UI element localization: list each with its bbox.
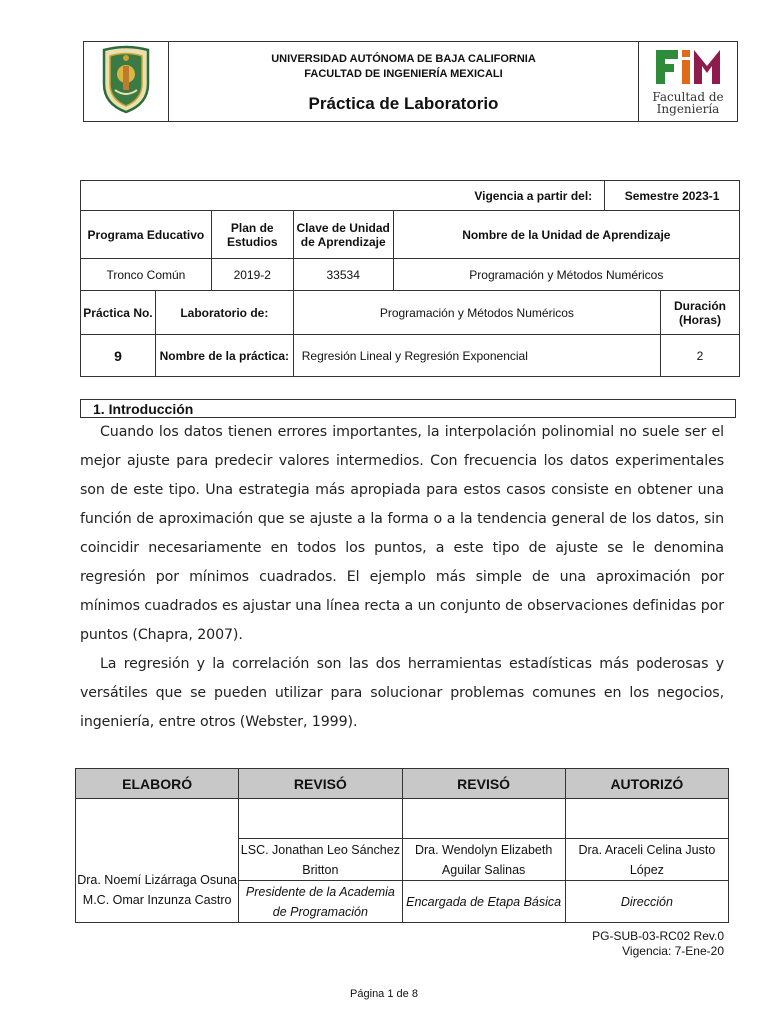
faculty-name: FACULTAD DE INGENIERÍA MEXICALI: [304, 67, 503, 80]
page-number: Página 1 de 8: [350, 988, 418, 1000]
lab-value: Programación y Métodos Numéricos: [293, 291, 660, 335]
header-autorizo: AUTORIZÓ: [565, 769, 728, 799]
reviso-2-role: Encargada de Etapa Básica: [402, 881, 565, 923]
signature-space-reviso-1: [239, 799, 402, 839]
signature-table: [75, 768, 729, 923]
validity-value: Semestre 2023-1: [605, 181, 740, 211]
fim-logo-text-2: Ingeniería: [656, 102, 720, 116]
reviso-2-name: Dra. Wendolyn Elizabeth Aguilar Salinas: [402, 839, 565, 881]
fim-logo-text-1: Facultad de: [652, 90, 724, 104]
autorizo-name: Dra. Araceli Celina Justo López: [565, 839, 728, 881]
intro-paragraph-1: Cuando los datos tienen errores importantes, la interpolación polinomial no suele ser el mejor ajuste para predecir valores intermedios. Con frecuencia los datos experimentales son de este tipo. Una estrategia más apropiada para estos casos consiste en obtener una función de aproximación que se ajuste a la forma o a la tendencia general de los datos, sin coincidir necesariamente en todos los puntos, a este tipo de ajuste se le denomina regresión por mínimos cuadrados. El ejemplo más simple de una aproximación por mínimos cuadrados es ajustar una línea recta a un conjunto de observaciones definidas por puntos (Chapra, 2007).: [80, 424, 724, 643]
reviso-1-role: Presidente de la Academia de Programación: [239, 881, 402, 923]
duration-label: Duración (Horas): [661, 291, 740, 335]
lab-label: Laboratorio de:: [155, 291, 293, 335]
col-plan-header: Plan de Estudios: [211, 211, 293, 259]
practice-no-value: 9: [81, 335, 156, 377]
intro-paragraph-2: La regresión y la correlación son las dos herramientas estadísticas más poderosas y versátiles que se pueden utilizar para solucionar problemas comunes en los negocios, ingeniería, entre otros (Webster, 1999).: [80, 656, 724, 730]
university-name: UNIVERSIDAD AUTÓNOMA DE BAJA CALIFORNIA: [271, 52, 536, 65]
validity-label: Vigencia a partir del:: [81, 181, 605, 211]
autorizo-role: Dirección: [565, 881, 728, 923]
col-key-header: Clave de Unidad de Aprendizaje: [293, 211, 393, 259]
practice-no-label: Práctica No.: [81, 291, 156, 335]
header-elaboro: ELABORÓ: [76, 769, 239, 799]
program-value: Tronco Común: [81, 259, 212, 291]
document-code-rev: PG-SUB-03-RC02 Rev.0: [592, 929, 724, 943]
uabc-shield-logo: [100, 44, 152, 114]
page-title: Práctica de Laboratorio: [308, 93, 499, 113]
practice-name-value: Regresión Lineal y Regresión Exponencial: [293, 335, 660, 377]
signature-space-reviso-2: [402, 799, 565, 839]
plan-value: 2019-2: [211, 259, 293, 291]
key-value: 33534: [293, 259, 393, 291]
elaboro-name-1: Dra. Noemí Lizárraga Osuna: [77, 873, 238, 887]
col-name-header: Nombre de la Unidad de Aprendizaje: [393, 211, 739, 259]
duration-value: 2: [661, 335, 740, 377]
elaboro-name-2: M.C. Omar Inzunza Castro: [82, 893, 232, 907]
header-title-cell: [169, 42, 639, 122]
practice-name-label: Nombre de la práctica:: [155, 335, 293, 377]
signature-space-autorizo: [565, 799, 728, 839]
intro-body: [80, 418, 724, 737]
document-code: [592, 929, 724, 959]
uabc-logo-cell: [84, 42, 169, 122]
unit-name-value: Programación y Métodos Numéricos: [393, 259, 739, 291]
fim-logo: [652, 48, 724, 86]
document-vigencia: Vigencia: 7-Ene-20: [622, 944, 724, 958]
header-reviso-1: REVISÓ: [239, 769, 402, 799]
fim-logo-cell: [639, 42, 738, 122]
col-program-header: Programa Educativo: [81, 211, 212, 259]
header-reviso-2: REVISÓ: [402, 769, 565, 799]
course-info-table: [80, 180, 740, 377]
elaboro-names: [76, 799, 239, 923]
intro-heading: 1. Introducción: [80, 399, 736, 418]
reviso-1-name: LSC. Jonathan Leo Sánchez Britton: [239, 839, 402, 881]
document-header: [83, 41, 738, 122]
